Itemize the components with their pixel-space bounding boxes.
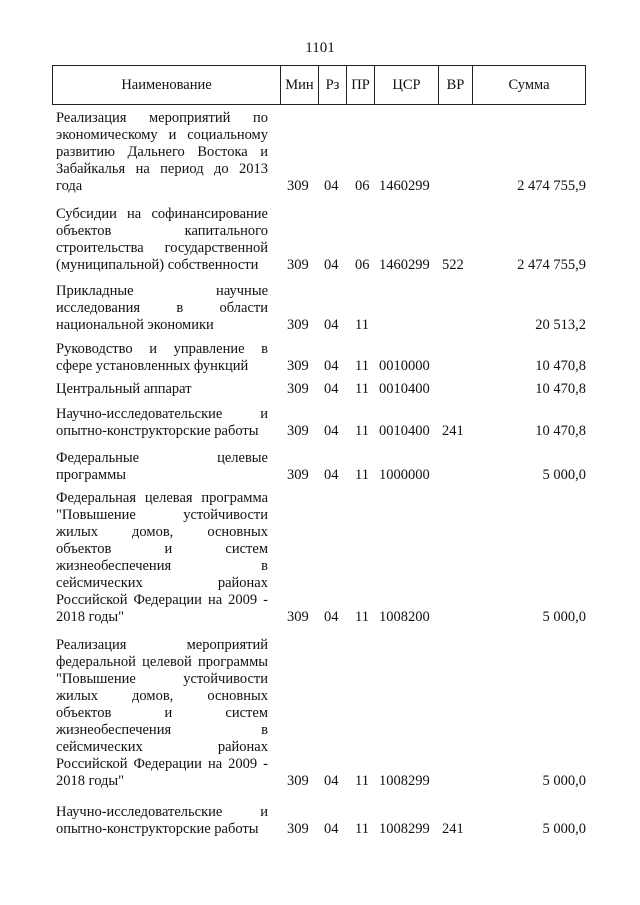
table-row (56, 637, 586, 790)
row-min: 309 (287, 358, 309, 374)
row-csr: 1460299 (379, 257, 430, 273)
row-name (56, 406, 268, 440)
table-row (56, 206, 586, 274)
table-header (52, 65, 586, 105)
row-name-line: "Повышение устойчивости (56, 671, 268, 687)
row-pr: 11 (355, 609, 369, 625)
row-name-line: жилых домов, основных (56, 688, 268, 704)
row-min: 309 (287, 821, 309, 837)
row-name-line: Руководство и управление в (56, 341, 268, 357)
row-name-line: Российской Федерации на 2009 - (56, 756, 268, 772)
row-name-line: "Повышение устойчивости (56, 507, 268, 523)
row-pr: 11 (355, 381, 369, 397)
row-vr: 241 (442, 821, 464, 837)
row-min: 309 (287, 773, 309, 789)
header-name: Наименование (121, 77, 212, 93)
row-rz: 04 (324, 381, 339, 397)
row-name-line: сейсмических районах (56, 739, 268, 755)
header-vr: ВР (438, 66, 472, 104)
row-sum: 10 470,8 (535, 423, 586, 439)
row-name (56, 450, 268, 484)
row-rz: 04 (324, 773, 339, 789)
row-name-line: Научно-исследовательские и (56, 804, 268, 820)
row-name (56, 110, 268, 195)
row-pr: 06 (355, 257, 370, 273)
row-name-line: опытно-конструкторские работы (56, 423, 259, 439)
row-name (56, 283, 268, 334)
row-name-line: Федеральная целевая программа (56, 490, 268, 506)
row-name-line: программы (56, 467, 126, 483)
row-name-line: объектов и систем (56, 705, 268, 721)
row-name-line: Реализация мероприятий по (56, 110, 268, 126)
row-name (56, 341, 268, 375)
row-name-line: сфере установленных функций (56, 358, 249, 374)
row-name (56, 206, 268, 274)
row-name-line: Центральный аппарат (56, 381, 192, 397)
row-rz: 04 (324, 609, 339, 625)
row-rz: 04 (324, 257, 339, 273)
header-rz: Рз (318, 66, 346, 104)
table-row (56, 381, 586, 398)
row-name-line: Научно-исследовательские и (56, 406, 268, 422)
header-csr: ЦСР (374, 66, 438, 104)
row-name-line: опытно-конструкторские работы (56, 821, 259, 837)
row-name-line: исследования в области (56, 300, 268, 316)
row-name-line: развитию Дальнего Востока и (56, 144, 268, 160)
row-name-line: Федеральные целевые (56, 450, 268, 466)
row-name-line: жизнеобеспечения в (56, 558, 268, 574)
header-pr: ПР (346, 66, 374, 104)
page-number: 1101 (305, 40, 335, 56)
row-name (56, 490, 268, 626)
row-min: 309 (287, 467, 309, 483)
row-name-line: Прикладные научные (56, 283, 268, 299)
row-name-line: Российской Федерации на 2009 - (56, 592, 268, 608)
row-sum: 5 000,0 (542, 609, 586, 625)
row-name-line: экономическому и социальному (56, 127, 268, 143)
row-min: 309 (287, 257, 309, 273)
row-csr: 0010000 (379, 358, 430, 374)
row-min: 309 (287, 423, 309, 439)
row-min: 309 (287, 178, 309, 194)
row-rz: 04 (324, 358, 339, 374)
row-name-line: жилых домов, основных (56, 524, 268, 540)
table-row (56, 450, 586, 484)
row-name-line: Реализация мероприятий (56, 637, 268, 653)
row-name-line: 2018 годы" (56, 609, 125, 625)
row-sum: 20 513,2 (535, 317, 586, 333)
row-sum: 10 470,8 (535, 358, 586, 374)
row-rz: 04 (324, 317, 339, 333)
row-min: 309 (287, 317, 309, 333)
row-pr: 11 (355, 423, 369, 439)
row-sum: 10 470,8 (535, 381, 586, 397)
row-sum: 2 474 755,9 (517, 178, 586, 194)
row-name-line: объектов капитального (56, 223, 268, 239)
header-sum: Сумма (472, 66, 585, 104)
table-row (56, 341, 586, 375)
row-csr: 0010400 (379, 381, 430, 397)
row-name-line: федеральной целевой программы (56, 654, 268, 670)
row-sum: 2 474 755,9 (517, 257, 586, 273)
table-row (56, 804, 586, 838)
row-csr: 1008200 (379, 609, 430, 625)
row-min: 309 (287, 609, 309, 625)
row-pr: 06 (355, 178, 370, 194)
table-row (56, 490, 586, 626)
row-name-line: (муниципальной) собственности (56, 257, 259, 273)
row-vr: 522 (442, 257, 464, 273)
row-rz: 04 (324, 467, 339, 483)
row-sum: 5 000,0 (542, 821, 586, 837)
row-pr: 11 (355, 773, 369, 789)
table-row (56, 406, 586, 440)
row-min: 309 (287, 381, 309, 397)
row-rz: 04 (324, 821, 339, 837)
row-pr: 11 (355, 467, 369, 483)
row-sum: 5 000,0 (542, 467, 586, 483)
row-vr: 241 (442, 423, 464, 439)
row-rz: 04 (324, 178, 339, 194)
row-pr: 11 (355, 358, 369, 374)
row-csr: 1460299 (379, 178, 430, 194)
table-row (56, 283, 586, 334)
row-pr: 11 (355, 317, 369, 333)
table-row (56, 110, 586, 195)
row-name-line: строительства государственной (56, 240, 268, 256)
row-name-line: объектов и систем (56, 541, 268, 557)
row-pr: 11 (355, 821, 369, 837)
header-min: Мин (280, 66, 318, 104)
row-name (56, 381, 268, 398)
row-name-line: Забайкалья на период до 2013 (56, 161, 268, 177)
row-csr: 0010400 (379, 423, 430, 439)
row-name-line: 2018 годы" (56, 773, 125, 789)
row-name (56, 804, 268, 838)
row-name (56, 637, 268, 790)
row-csr: 1008299 (379, 821, 430, 837)
row-name-line: национальной экономики (56, 317, 214, 333)
row-name-line: Субсидии на софинансирование (56, 206, 268, 222)
row-name-line: года (56, 178, 83, 194)
row-rz: 04 (324, 423, 339, 439)
row-name-line: жизнеобеспечения в (56, 722, 268, 738)
row-name-line: сейсмических районах (56, 575, 268, 591)
row-csr: 1000000 (379, 467, 430, 483)
row-csr: 1008299 (379, 773, 430, 789)
row-sum: 5 000,0 (542, 773, 586, 789)
